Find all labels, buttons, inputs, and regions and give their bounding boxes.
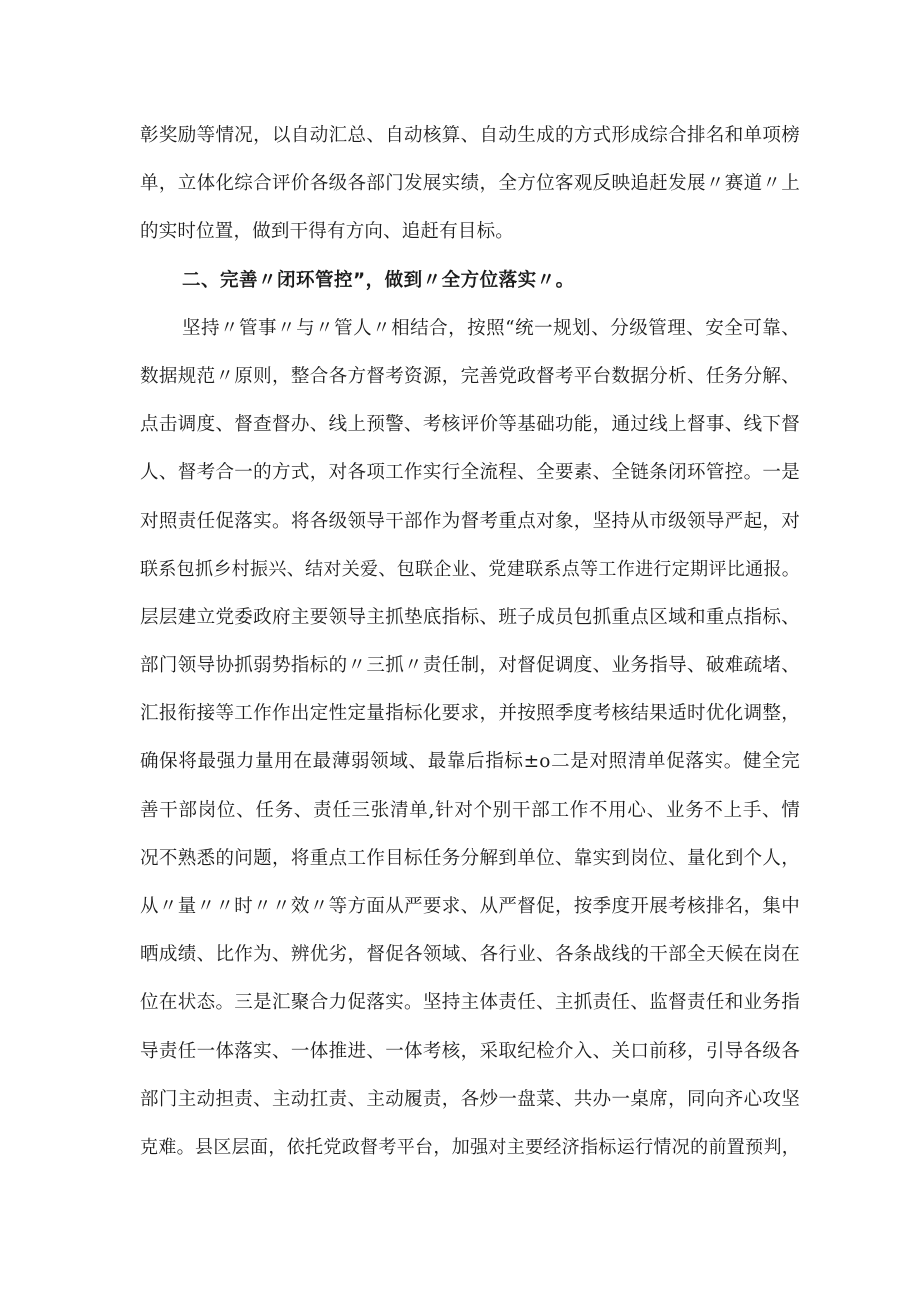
paragraph-line: 坚持〃管事〃与〃管人〃相结合，按照“统一规划、分级管理、安全可靠、 xyxy=(182,317,800,339)
paragraph-continuation xyxy=(140,121,800,266)
section-heading: 二、完善〃闭环管控”，做到〃全方位落实〃。 xyxy=(182,269,575,291)
paragraph-body xyxy=(140,314,800,1181)
paragraph-line: 善干部岗位、任务、责任三张清单,针对个别干部工作不用心、业务不上手、情 xyxy=(140,799,800,821)
paragraph-line: 对照责任促落实。将各级领导干部作为督考重点对象，坚持从市级领导严起，对 xyxy=(140,510,800,532)
paragraph-line: 点击调度、督查督办、线上预警、考核评价等基础功能，通过线上督事、线下督 xyxy=(140,414,800,436)
paragraph-line: 彰奖励等情况，以自动汇总、自动核算、自动生成的方式形成综合排名和单项榜 xyxy=(140,125,800,146)
paragraph-line: 确保将最强力量用在最薄弱领域、最靠后指标±o二是对照清单促落实。健全完 xyxy=(140,751,800,773)
paragraph-line: 导责任一体落实、一体推进、一体考核，采取纪检介入、关口前移，引导各级各 xyxy=(140,1040,800,1062)
paragraph-line: 层层建立党委政府主要领导主抓垫底指标、班子成员包抓重点区域和重点指标、 xyxy=(140,606,800,628)
paragraph-line: 单，立体化综合评价各级各部门发展实绩，全方位客观反映追赶发展〃赛道〃上 xyxy=(140,173,800,195)
paragraph-line: 克难。县区层面，依托党政督考平台，加强对主要经济指标运行情况的前置预判， xyxy=(140,1136,800,1158)
paragraph-line: 部门主动担责、主动扛责、主动履责，各炒一盘菜、共办一桌席，同向齐心攻坚 xyxy=(140,1088,800,1110)
paragraph-line: 从〃量〃〃时〃〃效〃等方面从严要求、从严督促，按季度开展考核排名，集中 xyxy=(140,896,800,917)
paragraph-line: 人、督考合一的方式，对各项工作实行全流程、全要素、全链条闭环管控。一是 xyxy=(140,462,800,484)
document-body xyxy=(140,121,800,1181)
paragraph-line: 联系包抓乡村振兴、结对关爱、包联企业、党建联系点等工作进行定期评比通报。 xyxy=(140,558,800,580)
paragraph-line: 晒成绩、比作为、辨优劣，督促各领域、各行业、各条战线的干部全天候在岗在 xyxy=(140,944,800,966)
paragraph-line: 位在状态。三是汇聚合力促落实。坚持主体责任、主抓责任、监督责任和业务指 xyxy=(140,992,800,1014)
paragraph-line: 况不熟悉的问题，将重点工作目标任务分解到单位、靠实到岗位、量化到个人， xyxy=(140,847,800,869)
paragraph-line: 汇报衔接等工作作出定性定量指标化要求，并按照季度考核结果适时优化调整， xyxy=(140,703,800,725)
paragraph-line: 数据规范〃原则，整合各方督考资源，完善党政督考平台数据分析、任务分解、 xyxy=(140,365,800,387)
paragraph-line: 部门领导协抓弱势指标的〃三抓〃责任制，对督促调度、业务指导、破难疏堵、 xyxy=(140,655,800,677)
paragraph-line: 的实时位置，做到干得有方向、追赶有目标。 xyxy=(140,221,515,243)
